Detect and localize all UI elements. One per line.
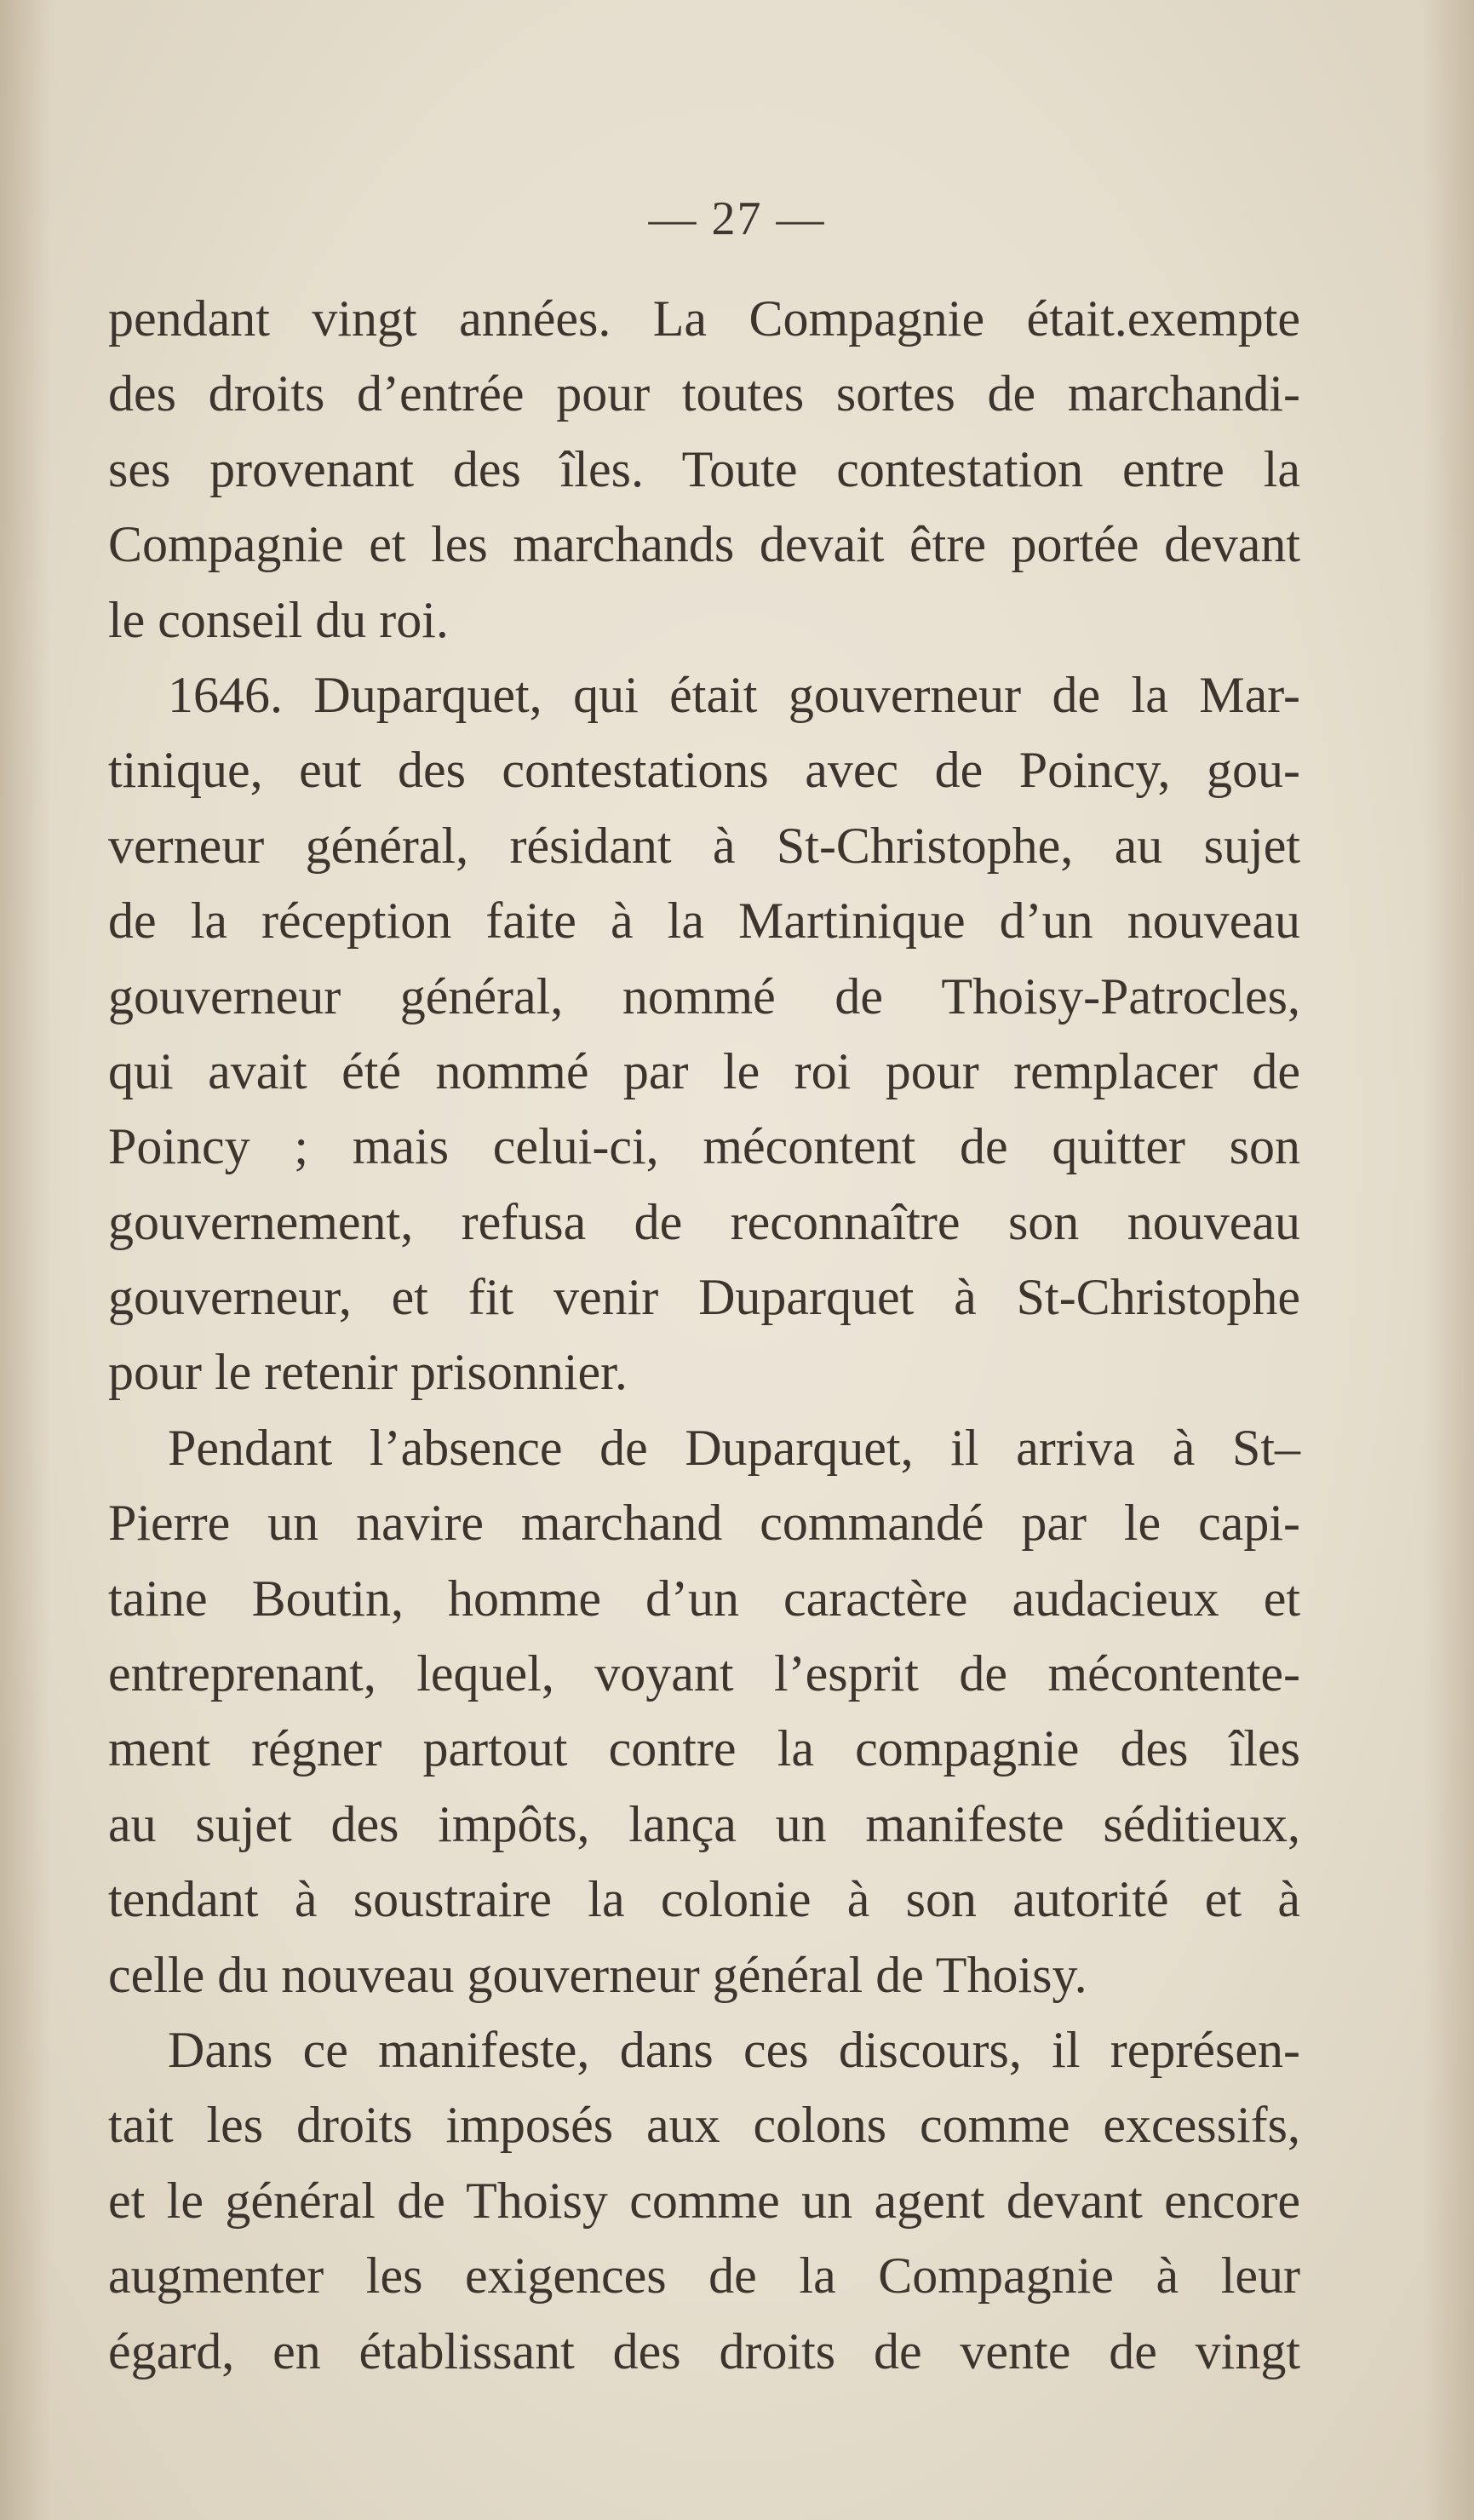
- page-number: — 27 —: [648, 192, 826, 245]
- text-line: gouvernement, refusa de reconnaître son nouveau: [108, 1193, 1300, 1250]
- text-line: tendant à soustraire la colonie à son autorité et à: [108, 1871, 1300, 1928]
- text-line: entreprenant, lequel, voyant l’esprit de mécontente-: [108, 1645, 1300, 1702]
- text-line: Poincy ; mais celui-ci, mécontent de quitter son: [108, 1118, 1300, 1175]
- text-line: celle du nouveau gouverneur général de Thoisy.: [108, 1946, 1087, 2003]
- text-line: qui avait été nommé par le roi pour remplacer de: [108, 1042, 1300, 1099]
- text-line: Pendant l’absence de Duparquet, il arriva à St–: [168, 1419, 1300, 1476]
- text-line: taine Boutin, homme d’un caractère audacieux et: [108, 1570, 1300, 1627]
- text-line: verneur général, résidant à St-Christophe, au sujet: [108, 817, 1300, 874]
- text-line: de la réception faite à la Martinique d’un nouveau: [108, 893, 1300, 950]
- text-line: gouverneur, et fit venir Duparquet à St-Christophe: [108, 1269, 1300, 1326]
- text-line: égard, en établissant des droits de vente de vingt: [108, 2322, 1300, 2379]
- text-line: le conseil du roi.: [108, 591, 449, 648]
- text-line: et le général de Thoisy comme un agent devant encore: [108, 2172, 1300, 2229]
- text-line: 1646. Duparquet, qui était gouverneur de la Mar-: [168, 666, 1300, 723]
- text-line: ses provenant des îles. Toute contestation entre la: [108, 440, 1300, 497]
- text-line: pendant vingt années. La Compagnie était.exempte: [108, 290, 1300, 347]
- body-text: [108, 281, 1300, 2389]
- text-line: tinique, eut des contestations avec de Poincy, gou-: [108, 742, 1300, 799]
- text-line: au sujet des impôts, lança un manifeste séditieux,: [108, 1795, 1300, 1852]
- text-line: gouverneur général, nommé de Thoisy-Patrocles,: [108, 967, 1300, 1025]
- text-line: augmenter les exigences de la Compagnie à leur: [108, 2247, 1300, 2305]
- left-edge-shadow: [0, 0, 51, 2520]
- text-line: pour le retenir prisonnier.: [108, 1344, 628, 1401]
- right-edge-shadow: [1423, 0, 1474, 2520]
- text-line: Dans ce manifeste, dans ces discours, il représen-: [168, 2021, 1300, 2078]
- text-line: tait les droits imposés aux colons comme excessifs,: [108, 2097, 1300, 2154]
- text-line: ment régner partout contre la compagnie des îles: [108, 1720, 1300, 1777]
- text-line: Compagnie et les marchands devait être portée devant: [108, 516, 1300, 573]
- text-line: Pierre un navire marchand commandé par le capi-: [108, 1495, 1300, 1552]
- text-line: des droits d’entrée pour toutes sortes de marchandi-: [108, 365, 1300, 422]
